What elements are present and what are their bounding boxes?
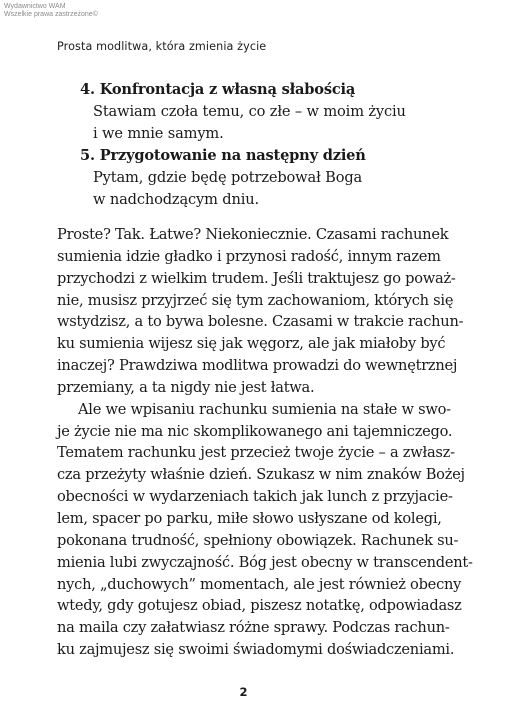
text-line: je życie nie ma nic skomplikowanego ani tajemniczego. [57, 422, 453, 440]
paragraph-2 [57, 399, 473, 661]
watermark-publisher: Wydawnictwo WAM [4, 3, 66, 10]
list-item-line: w nadchodzącym dniu. [93, 191, 260, 208]
list-item-5 [80, 145, 440, 211]
text-line: Tematem rachunku jest przecież twoje życie – a zwłasz- [57, 444, 455, 462]
list-item-4 [80, 79, 440, 145]
text-line: pokonana trudność, spełniony obowiązek. Rachunek su- [57, 531, 459, 549]
text-line: Ale we wpisaniu rachunku sumienia na stałe w swo- [78, 400, 451, 418]
watermark-rights: Wszelkie prawa zastrzeżone© [4, 11, 98, 18]
text-line: Proste? Tak. Łatwe? Niekoniecznie. Czasami rachunek [57, 226, 449, 243]
text-line: wtedy, gdy gotujesz obiad, piszesz notatkę, odpowiadasz [57, 597, 462, 615]
body-text [57, 224, 473, 661]
text-line: na maila czy załatwiasz różne sprawy. Podczas rachun- [57, 619, 450, 637]
list-item-title: 4. Konfrontacja z własną słabością [80, 81, 356, 98]
list-item-line: Pytam, gdzie będę potrzebował Boga [93, 169, 363, 186]
text-line: mienia lubi zwyczajność. Bóg jest obecny w transcendent- [57, 553, 473, 571]
text-line: obecności w wydarzeniach takich jak lunch z przyjacie- [57, 488, 453, 506]
text-line: nie, musisz przyjrzeć się tym zachowaniom, których się [57, 291, 454, 309]
list-item-line: i we mnie samym. [93, 125, 224, 142]
numbered-list [80, 79, 440, 211]
text-line: inaczej? Prawdziwa modlitwa prowadzi do wewnętrznej [57, 357, 458, 375]
text-line: sumienia idzie gładko i przynosi radość, innym razem [57, 247, 441, 265]
text-line: przychodzi z wielkim trudem. Jeśli traktujesz go poważ- [57, 269, 456, 287]
text-line: ku sumienia wijesz się jak węgorz, ale jak miałoby być [57, 335, 446, 353]
text-line: ku zajmujesz się swoimi świadomymi doświadczeniami. [57, 641, 455, 659]
list-item-title: 5. Przygotowanie na następny dzień [80, 147, 366, 164]
text-line: przemiany, a ta nigdy nie jest łatwa. [57, 378, 315, 396]
list-item-line: Stawiam czoła temu, co złe – w moim życiu [93, 103, 406, 120]
text-line: wstydzisz, a to bywa bolesne. Czasami w trakcie rachun- [57, 313, 464, 331]
publisher-watermark [4, 3, 98, 19]
text-line: nych, „duchowych” momentach, ale jest również obecny [57, 575, 462, 593]
text-line: cza przeżyty właśnie dzień. Szukasz w nim znaków Bożej [57, 466, 465, 484]
page-number: 2 [239, 685, 248, 699]
running-head: Prosta modlitwa, która zmienia życie [57, 40, 267, 53]
text-line: lem, spacer po parku, miłe słowo usłyszane od kolegi, [57, 509, 442, 527]
paragraph-1 [57, 224, 464, 399]
